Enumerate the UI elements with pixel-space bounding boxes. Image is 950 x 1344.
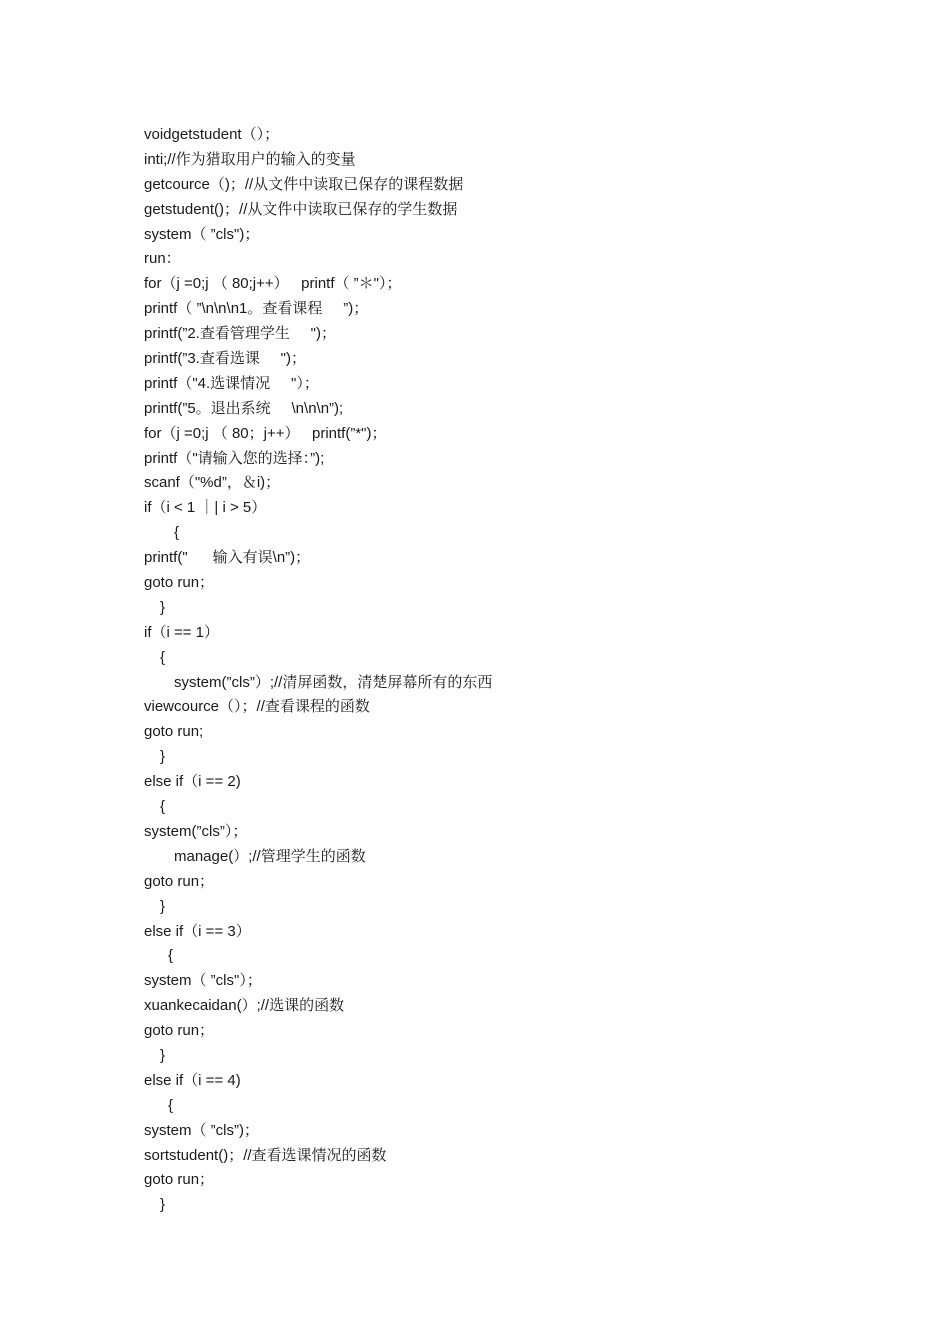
code-line: } [160, 598, 166, 616]
code-line: if（i == 1） [144, 623, 220, 641]
code-line: system(”cls”）； [144, 822, 248, 840]
code-line: for（j =0;j （ 80;j++） printf（ ”＊"）； [144, 275, 402, 293]
code-line: for（j =0;j （ 80；j++） printf(”*")； [144, 424, 387, 442]
code-line: goto run； [144, 1022, 215, 1040]
code-line: getcource（)；//从文件中读取已保存的课程数据 [144, 175, 464, 193]
code-line: { [160, 648, 166, 666]
code-line: run： [144, 250, 181, 268]
code-line: if（i < 1 ｜| i > 5） [144, 499, 267, 517]
code-line: scanf（"%d”，＆i)； [144, 474, 281, 492]
code-line: } [160, 897, 166, 915]
code-line: printf（"请输入您的选择：”); [144, 449, 325, 467]
code-line: } [160, 1196, 166, 1214]
code-line: viewcource（）；//查看课程的函数 [144, 698, 370, 716]
code-line: manage(）;//管理学生的函数 [174, 847, 366, 865]
code-line: { [174, 524, 180, 542]
code-line: { [160, 798, 166, 816]
code-line: goto run； [144, 872, 215, 890]
code-line: system（ ”cls"）； [144, 972, 262, 990]
code-line: printf(”3.查看选课 ")； [144, 350, 307, 368]
code-line: printf（"4.选课情况 "）； [144, 374, 319, 392]
code-line: sortstudent()；//查看选课情况的函数 [144, 1146, 387, 1164]
code-line: printf(" 输入有误\n”)； [144, 549, 311, 567]
code-line: { [168, 1096, 174, 1114]
code-line: printf(”2.查看管理学生 ")； [144, 325, 337, 343]
code-line: printf（ ”\n\n\n1。查看课程 ”)； [144, 300, 369, 318]
code-line: getstudent()；//从文件中读取已保存的学生数据 [144, 200, 458, 218]
code-line: } [160, 1046, 166, 1064]
code-line: goto run； [144, 1171, 215, 1189]
code-line: else if（i == 2) [144, 773, 241, 791]
code-line: else if（i == 4) [144, 1071, 241, 1089]
code-line: system（ ”cls”)； [144, 1121, 259, 1139]
code-line: xuankecaidan(）;//选课的函数 [144, 997, 345, 1015]
code-line: system(”cls”）;//清屏函数，清楚屏幕所有的东西 [174, 673, 493, 691]
code-line: system（ ”cls")； [144, 225, 260, 243]
code-line: voidgetstudent（）； [144, 126, 280, 143]
code-line: else if（i == 3） [144, 922, 251, 940]
code-line: } [160, 748, 166, 766]
code-line: inti;//作为猎取用户的输入的变量 [144, 150, 356, 168]
code-line: goto run； [144, 574, 215, 592]
code-line: goto run; [144, 723, 204, 741]
code-block [144, 123, 844, 1218]
code-line: { [168, 947, 174, 965]
code-line: printf(”5。退出系统 \n\n\n”); [144, 399, 344, 417]
